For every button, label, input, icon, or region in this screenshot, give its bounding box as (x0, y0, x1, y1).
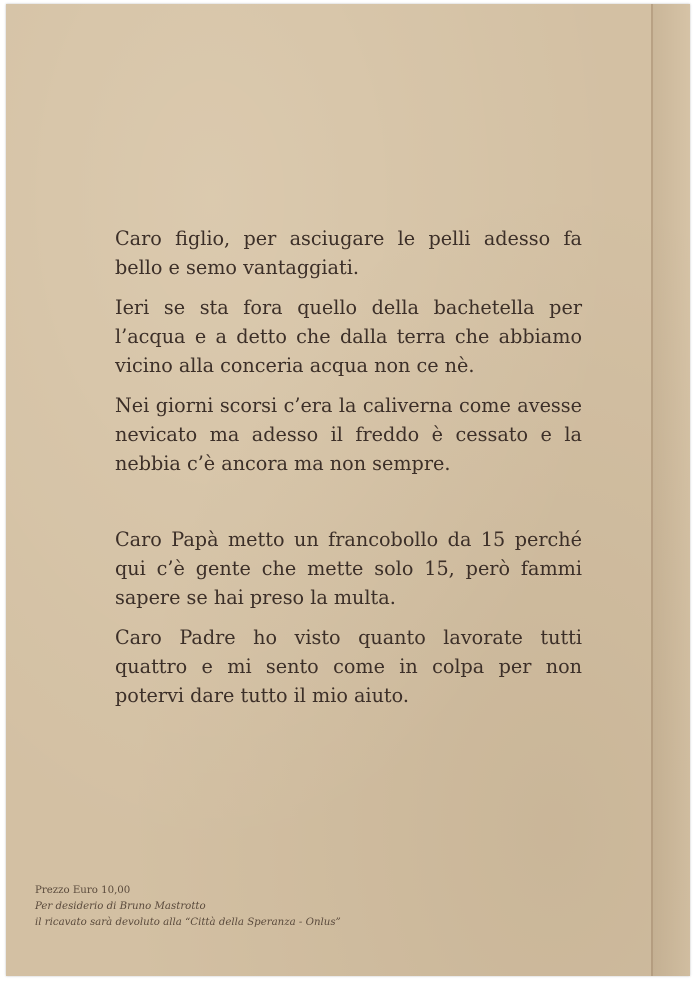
letter-paragraph: Caro figlio, per asciugare le pelli adesso fa bello e semo vantaggiati. (115, 227, 582, 279)
letter-paragraph: Nei giorni scorsi c’era la caliverna come avesse nevicato ma adesso il freddo è cessato e la nebbia c’è ancora ma non sempre. (115, 394, 582, 475)
price-line: Prezzo Euro 10,00 (35, 885, 131, 896)
letter-paragraph: Ieri se sta fora quello della bachetella per l’acqua e a detto che dalla terra che abbiamo vicino alla conceria acqua non ce nè. (115, 296, 582, 377)
spine-edge (653, 4, 690, 976)
colophon (35, 883, 341, 931)
section-spacer (115, 489, 582, 525)
book-back-cover (6, 4, 690, 976)
letter-paragraph: Caro Papà metto un francobollo da 15 perché qui c’è gente che mette solo 15, però fammi sapere se hai preso la multa. (115, 528, 582, 609)
letter-excerpts (115, 224, 582, 721)
letter-paragraph: Caro Padre ho visto quanto lavorate tutti quattro e mi sento come in colpa per non potervi dare tutto il mio aiuto. (115, 626, 582, 707)
dedication-line: Per desiderio di Bruno Mastrotto (35, 901, 206, 912)
proceeds-line: il ricavato sarà devoluto alla “Città della Speranza - Onlus” (35, 917, 341, 928)
